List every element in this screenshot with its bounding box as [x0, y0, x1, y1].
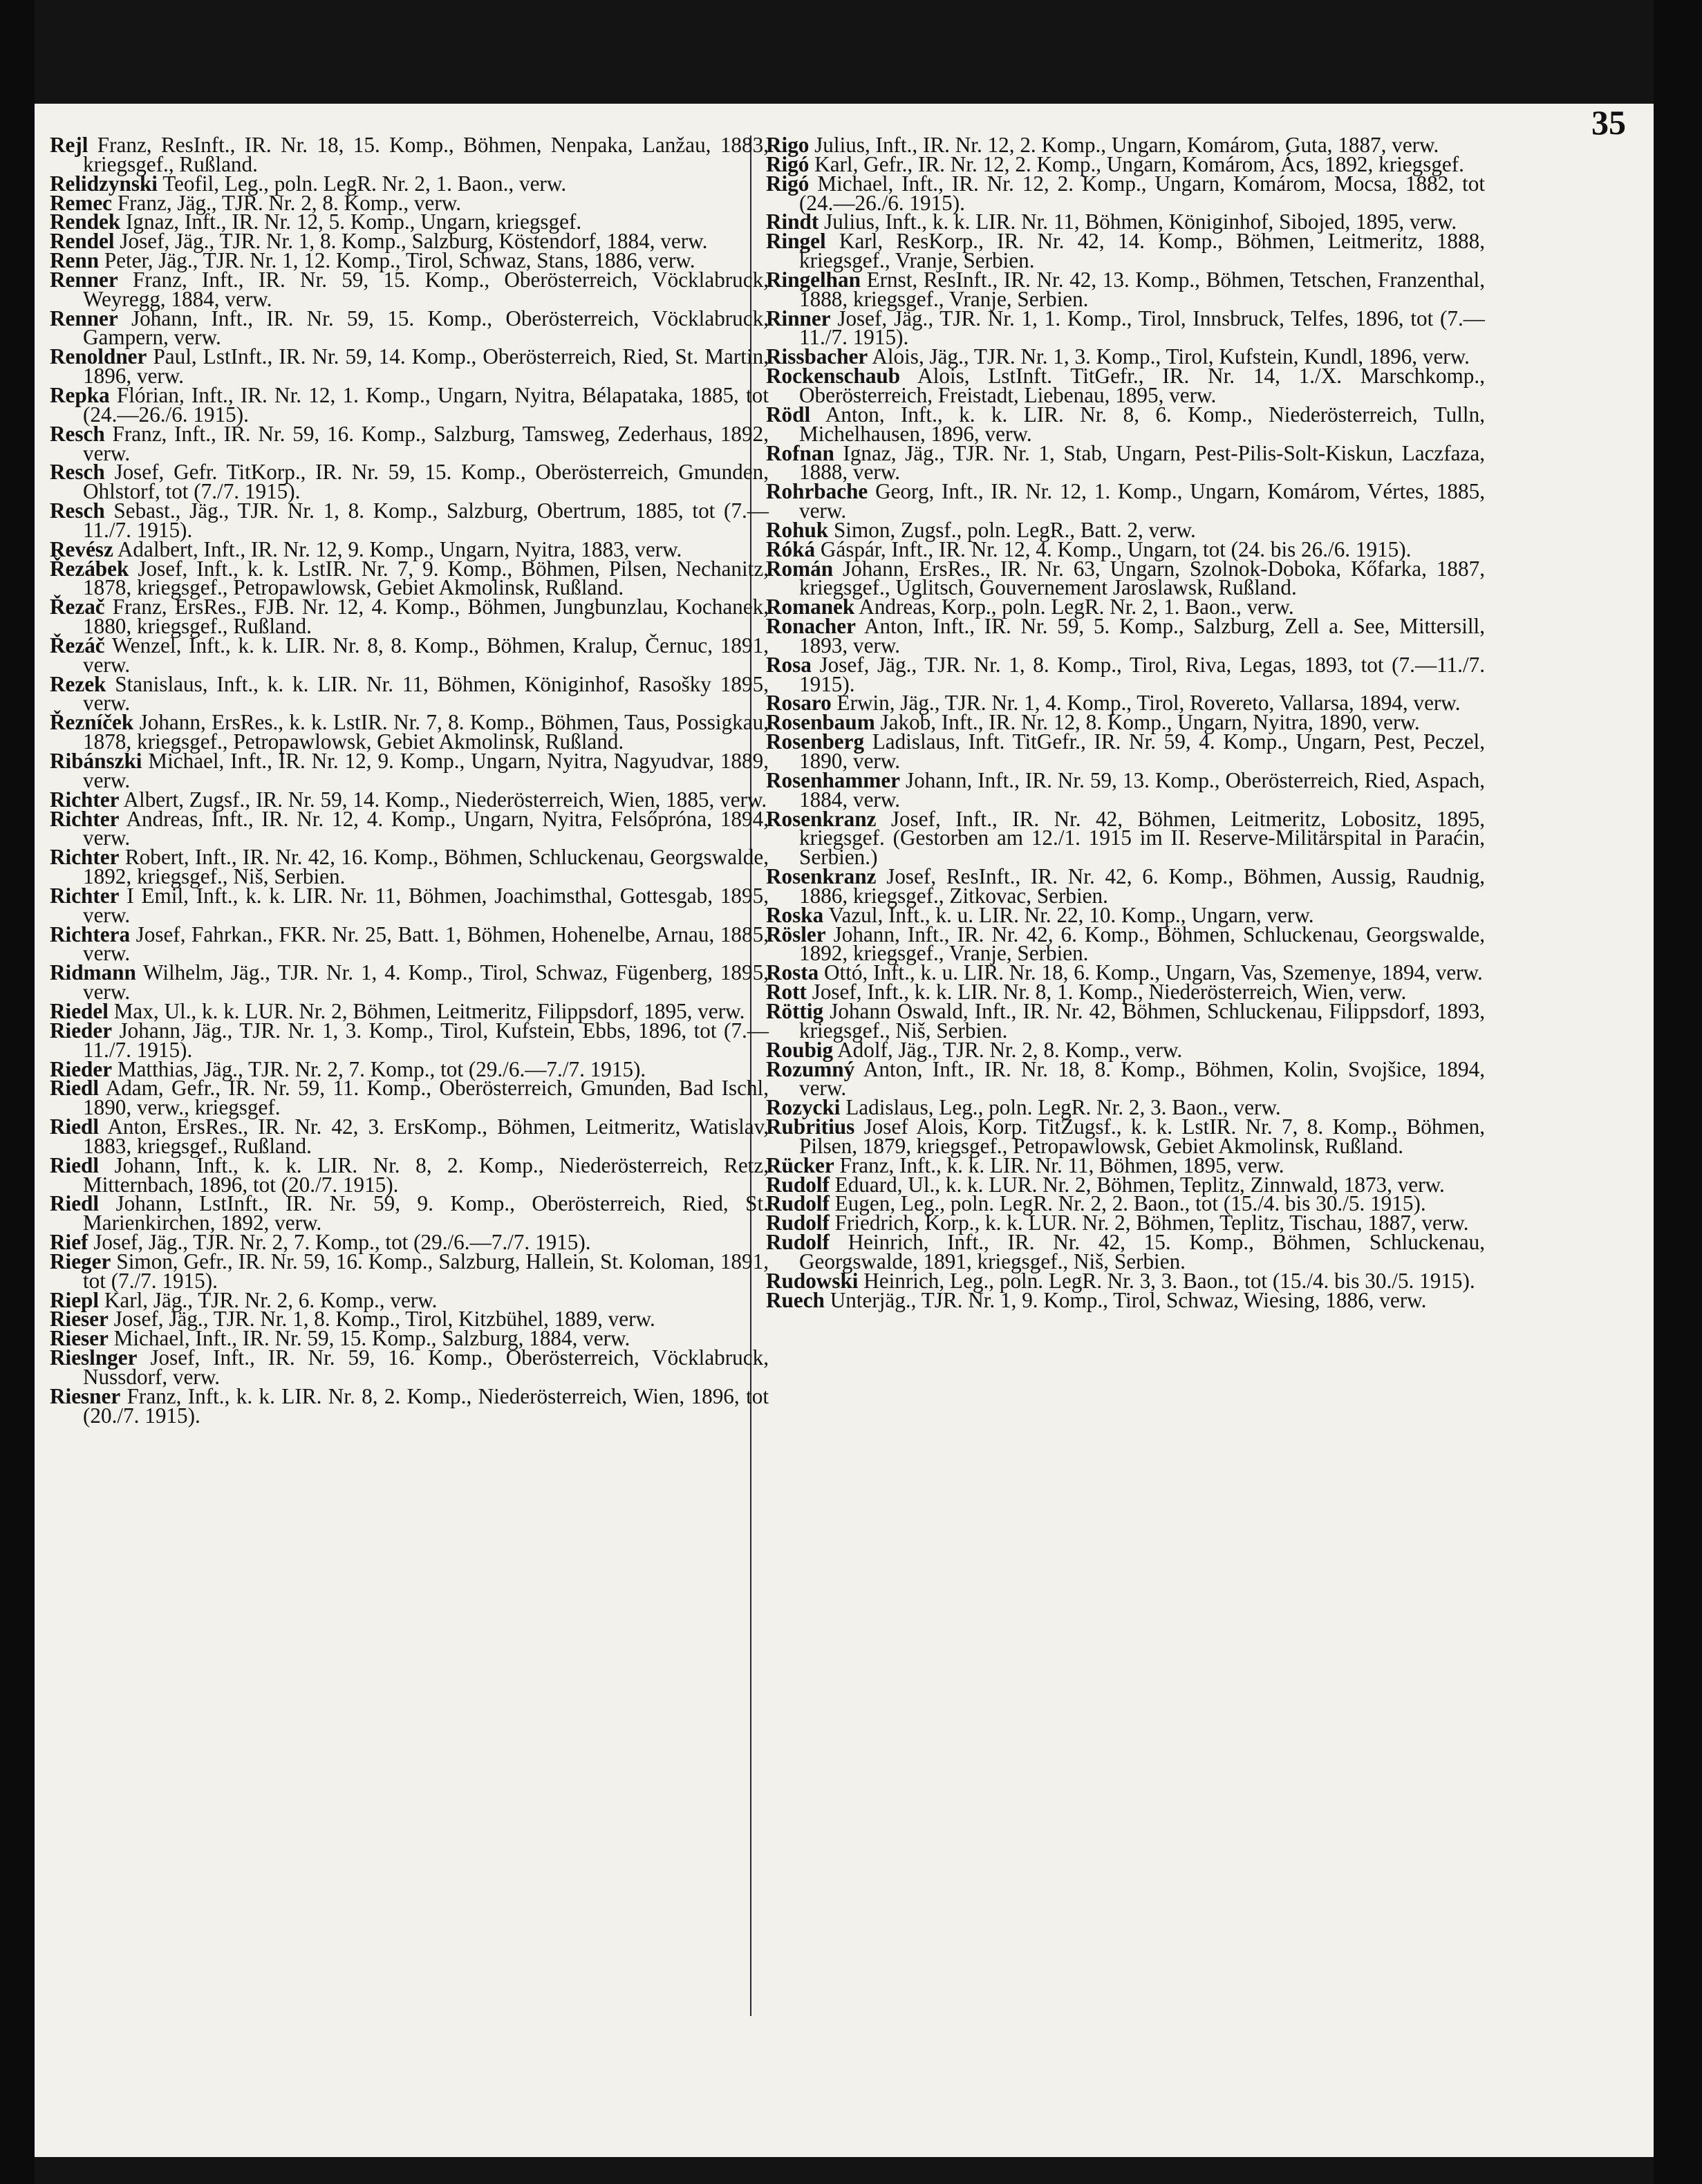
roll-entry [50, 710, 769, 754]
entry-details: Teofil, Leg., poln. LegR. Nr. 2, 1. Baon., verw. [157, 171, 567, 196]
roll-entry [50, 421, 769, 465]
entry-surname: Ringel [766, 229, 826, 254]
entry-surname: Riedl [50, 1114, 100, 1139]
entry-details: Franz, Inft., IR. Nr. 59, 16. Komp., Salzburg, Tamsweg, Zederhaus, 1892, verw. [83, 421, 769, 465]
entry-details: Franz, Inft., k. k. LIR. Nr. 11, Böhmen, 1895, verw. [834, 1152, 1284, 1177]
roll-entry [766, 366, 1485, 405]
entry-details: Andreas, Korp., poln. LegR. Nr. 2, 1. Baon., verw. [854, 595, 1294, 619]
entry-surname: Relidzynski [50, 171, 158, 196]
entry-surname: Ruech [766, 1287, 825, 1312]
entry-details: Ernst, ResInft., IR. Nr. 42, 13. Komp., Böhmen, Tetschen, Franzenthal, 1888, kriegsgef., Vranje, Serbien. [799, 267, 1485, 311]
entry-surname: Rieder [50, 1018, 113, 1043]
entry-details: Johann Oswald, Inft., IR. Nr. 42, Böhmen, Schluckenau, Filippsdorf, 1893, kriegsgef., Niš, Serbien. [799, 998, 1485, 1043]
entry-details: Johann, ErsRes., k. k. LstIR. Nr. 7, 8. Komp., Böhmen, Taus, Possigkau, 1878, kriegsgef., Petropawlowsk, Gebiet Akmolinsk, Rußland. [83, 710, 769, 754]
entry-details: Jakob, Inft., IR. Nr. 12, 8. Komp., Ungarn, Nyitra, 1890, verw. [875, 710, 1420, 735]
entry-details: Wilhelm, Jäg., TJR. Nr. 1, 4. Komp., Tirol, Schwaz, Fügenberg, 1895, verw. [83, 960, 769, 1005]
entry-details: Josef, Inft., IR. Nr. 59, 16. Komp., Oberösterreich, Vöcklabruck, Nussdorf, verw. [83, 1345, 769, 1389]
entry-details: Robert, Inft., IR. Nr. 42, 16. Komp., Böhmen, Schluckenau, Georgswalde, 1892, kriegsgef., Niš, Serbien. [83, 845, 769, 889]
entry-surname: Rieder [50, 1056, 113, 1081]
entry-details: Josef, Jäg., TJR. Nr. 1, 8. Komp., Tirol, Riva, Legas, 1893, tot (7.—11./7. 1915). [799, 652, 1485, 696]
entry-surname: Richter [50, 845, 120, 870]
entry-details: Franz, ResInft., IR. Nr. 18, 15. Komp., Böhmen, Nenpaka, Lanžau, 1883, kriegsgef., Rußland. [83, 133, 769, 176]
entry-surname: Rubritius [766, 1114, 855, 1139]
entry-details: Johann, Inft., IR. Nr. 42, 6. Komp., Böhmen, Schluckenau, Georgswalde, 1892, kriegsgef., Vranje, Serbien. [799, 922, 1485, 966]
roll-entry [50, 883, 769, 927]
roll-entry [766, 729, 1485, 773]
entry-details: Eduard, Ul., k. k. LUR. Nr. 2, Böhmen, Teplitz, Zinnwald, 1873, verw. [829, 1172, 1445, 1197]
left-column [50, 133, 769, 1428]
roll-entry [50, 1249, 769, 1293]
roll-entry [50, 133, 769, 176]
entry-surname: Richtera [50, 922, 131, 946]
entry-surname: Ribánszki [50, 749, 142, 773]
entry-details: Albert, Zugsf., IR. Nr. 59, 14. Komp., Niederösterreich, Wien, 1885, verw. [119, 787, 767, 812]
entry-surname: Repka [50, 382, 110, 407]
roll-entry [766, 1114, 1485, 1158]
entry-surname: Rohrbache [766, 479, 868, 504]
entry-surname: Rindt [766, 209, 819, 234]
entry-details: Julius, Inft., IR. Nr. 12, 2. Komp., Ungarn, Komárom, Guta, 1887, verw. [809, 133, 1439, 157]
roll-entry [766, 402, 1485, 446]
roll-entry [766, 556, 1485, 600]
entry-surname: Rosaro [766, 691, 832, 716]
roll-entry [766, 479, 1485, 523]
entry-details: Gáspár, Inft., IR. Nr. 12, 4. Komp., Ungarn, tot (24. bis 26./6. 1915). [815, 536, 1412, 561]
entry-surname: Ridmann [50, 960, 136, 985]
entry-surname: Řezáč [50, 633, 105, 657]
roll-entry [766, 440, 1485, 485]
roll-entry [50, 922, 769, 966]
scan-border-left [0, 0, 35, 2184]
entry-surname: Remec [50, 190, 113, 215]
entry-details: Friedrich, Korp., k. k. LUR. Nr. 2, Böhmen, Teplitz, Tischau, 1887, verw. [829, 1211, 1469, 1235]
entry-details: Ottó, Inft., k. u. LIR. Nr. 18, 6. Komp., Ungarn, Vas, Szemenye, 1894, verw. [819, 960, 1483, 985]
roll-entry [766, 229, 1485, 273]
entry-surname: Rosta [766, 960, 819, 985]
entry-surname: Rozycki [766, 1095, 841, 1120]
entry-surname: Řezač [50, 595, 105, 619]
entry-details: Simon, Zugsf., poln. LegR., Batt. 2, verw. [828, 517, 1196, 542]
entry-surname: Rudolf [766, 1172, 830, 1197]
roll-entry [766, 306, 1485, 350]
roll-entry [766, 1287, 1485, 1312]
entry-details: Karl, Jäg., TJR. Nr. 2, 6. Komp., verw. [99, 1287, 438, 1312]
entry-surname: Riedl [50, 1076, 100, 1101]
entry-surname: Renoldner [50, 344, 147, 369]
entry-surname: Riedel [50, 998, 109, 1023]
entry-surname: Rudolf [766, 1211, 830, 1235]
entry-surname: Řezníček [50, 710, 134, 735]
entry-details: Adam, Gefr., IR. Nr. 59, 11. Komp., Oberösterreich, Gmunden, Bad Ischl, 1890, verw., kriegsgef. [83, 1076, 769, 1120]
entry-details: Michael, Inft., IR. Nr. 59, 15. Komp., Salzburg, 1884, verw. [108, 1326, 630, 1351]
entry-details: Anton, Inft., IR. Nr. 59, 5. Komp., Salzburg, Zell a. See, Mittersill, 1893, verw. [799, 614, 1485, 657]
entry-surname: Rieslnger [50, 1345, 138, 1370]
roll-entry [50, 595, 769, 639]
entry-details: Ladislaus, Inft. TitGefr., IR. Nr. 59, 4. Komp., Ungarn, Pest, Peczel, 1890, verw. [799, 729, 1485, 773]
entry-details: Georg, Inft., IR. Nr. 12, 1. Komp., Ungarn, Komárom, Vértes, 1885, verw. [799, 479, 1485, 523]
entry-details: Josef, Jäg., TJR. Nr. 1, 8. Komp., Tirol, Kitzbühel, 1889, verw. [108, 1307, 655, 1332]
roll-entry [766, 1230, 1485, 1273]
entry-details: Erwin, Jäg., TJR. Nr. 1, 4. Komp., Tirol, Rovereto, Vallarsa, 1894, verw. [831, 691, 1461, 716]
entry-details: Johann, LstInft., IR. Nr. 59, 9. Komp., Oberösterreich, Ried, St. Marienkirchen, 1892, verw. [83, 1191, 769, 1235]
entry-details: Peter, Jäg., TJR. Nr. 1, 12. Komp., Tirol, Schwaz, Stans, 1886, verw. [99, 248, 695, 273]
roll-entry [50, 845, 769, 889]
entry-surname: Rezek [50, 671, 106, 696]
entry-surname: Renner [50, 306, 118, 330]
entry-surname: Rosenhammer [766, 767, 901, 792]
entry-details: Josef, Inft., IR. Nr. 42, Böhmen, Leitmeritz, Lobositz, 1895, kriegsgef. (Gestorben am 12./1. 1915 im II. Reserve-Militärspital in Paraćin, Serbien.) [799, 806, 1485, 870]
entry-surname: Rendek [50, 209, 121, 234]
entry-surname: Rendel [50, 229, 115, 254]
roll-entry [50, 749, 769, 792]
roll-entry [50, 556, 769, 600]
entry-surname: Rigó [766, 171, 810, 196]
entry-surname: Richter [50, 787, 120, 812]
entry-details: Stanislaus, Inft., k. k. LIR. Nr. 11, Böhmen, Königinhof, Rasošky 1895, verw. [83, 671, 769, 716]
entry-surname: Resch [50, 498, 105, 523]
entry-surname: Resch [50, 421, 105, 446]
entry-details: Anton, Inft., k. k. LIR. Nr. 8, 6. Komp., Niederösterreich, Tulln, Michelhausen, 1896, verw. [799, 402, 1485, 446]
entry-details: Max, Ul., k. k. LUR. Nr. 2, Böhmen, Leitmeritz, Filippsdorf, 1895, verw. [108, 998, 745, 1023]
roll-entry [766, 267, 1485, 311]
roll-entry [50, 306, 769, 350]
roll-entry [766, 998, 1485, 1043]
roll-entry [50, 633, 769, 677]
roll-entry [50, 344, 769, 389]
entry-surname: Rudolf [766, 1191, 830, 1216]
entry-surname: Rosa [766, 652, 812, 677]
entry-surname: Ringelhan [766, 267, 861, 292]
entry-details: Franz, ErsRes., FJB. Nr. 12, 4. Komp., Böhmen, Jungbunzlau, Kochanek, 1880, kriegsgef., Rußland. [83, 595, 769, 639]
entry-details: Eugen, Leg., poln. LegR. Nr. 2, 2. Baon., tot (15./4. bis 30./5. 1915). [829, 1191, 1426, 1216]
entry-details: Alois, LstInft. TitGefr., IR. Nr. 14, 1./X. Marschkomp., Oberösterreich, Freistadt, Liebenau, 1895, verw. [799, 364, 1485, 407]
entry-details: Franz, Inft., k. k. LIR. Nr. 8, 2. Komp., Niederösterreich, Wien, 1896, tot (20./7. 1915). [83, 1383, 769, 1428]
entry-surname: Roska [766, 902, 824, 927]
entry-details: Johann, Jäg., TJR. Nr. 1, 3. Komp., Tirol, Kufstein, Ebbs, 1896, tot (7.—11./7. 1915). [83, 1018, 769, 1062]
roll-entry [50, 1076, 769, 1120]
entry-surname: Řezábek [50, 556, 129, 581]
entry-surname: Rohuk [766, 517, 829, 542]
entry-surname: Riepl [50, 1287, 100, 1312]
entry-surname: Rosenkranz [766, 864, 877, 889]
right-column [766, 133, 1485, 1312]
entry-surname: Riedl [50, 1152, 100, 1177]
entry-surname: Renner [50, 267, 118, 292]
entry-details: Johann, Inft., IR. Nr. 59, 15. Komp., Oberösterreich, Vöcklabruck, Gampern, verw. [83, 306, 769, 350]
roll-entry [50, 671, 769, 716]
entry-surname: Romanek [766, 595, 855, 619]
entry-surname: Rieser [50, 1326, 109, 1351]
entry-surname: Rücker [766, 1152, 834, 1177]
entry-surname: Resch [50, 460, 105, 485]
entry-details: Heinrich, Leg., poln. LegR. Nr. 3, 3. Baon., tot (15./4. bis 30./5. 1915). [858, 1268, 1475, 1293]
entry-details: Ignaz, Jäg., TJR. Nr. 1, Stab, Ungarn, Pest-Pilis-Solt-Kiskun, Laczfaza, 1888, verw. [799, 440, 1485, 485]
entry-surname: Rudowski [766, 1268, 859, 1293]
entry-details: Flórian, Inft., IR. Nr. 12, 1. Komp., Ungarn, Nyitra, Bélapataka, 1885, tot (24.—26./6. 1915). [83, 382, 769, 427]
entry-surname: Röttig [766, 998, 824, 1023]
roll-entry [50, 1114, 769, 1158]
entry-surname: Rösler [766, 922, 826, 946]
entry-details: Adolf, Jäg., TJR. Nr. 2, 8. Komp., verw. [833, 1037, 1183, 1062]
entry-surname: Rozumný [766, 1056, 855, 1081]
entry-details: Franz, Inft., IR. Nr. 59, 15. Komp., Oberösterreich, Vöcklabruck, Weyregg, 1884, verw. [83, 267, 769, 311]
entry-details: Paul, LstInft., IR. Nr. 59, 14. Komp., Oberösterreich, Ried, St. Martin, 1896, verw. [83, 344, 769, 389]
entry-details: Ladislaus, Leg., poln. LegR. Nr. 2, 3. Baon., verw. [840, 1095, 1281, 1120]
entry-details: Matthias, Jäg., TJR. Nr. 2, 7. Komp., tot (29./6.—7./7. 1915). [112, 1056, 646, 1081]
entry-surname: Rudolf [766, 1230, 830, 1255]
roll-entry [766, 806, 1485, 870]
entry-details: Josef Alois, Korp. TitZugsf., k. k. LstIR. Nr. 7, 8. Komp., Böhmen, Pilsen, 1879, kriegsgef., Petropawlowsk, Gebiet Akmolinsk, Rußland. [799, 1114, 1485, 1158]
entry-details: Anton, ErsRes., IR. Nr. 42, 3. ErsKomp., Böhmen, Leitmeritz, Watislav, 1883, kriegsgef., Rußland. [83, 1114, 769, 1158]
entry-details: Julius, Inft., k. k. LIR. Nr. 11, Böhmen, Königinhof, Sibojed, 1895, verw. [819, 209, 1457, 234]
entry-surname: Revész [50, 536, 113, 561]
roll-entry [50, 1383, 769, 1428]
entry-surname: Roubig [766, 1037, 834, 1062]
entry-details: Josef, Gefr. TitKorp., IR. Nr. 59, 15. Komp., Oberösterreich, Gmunden, Ohlstorf, tot (7./7. 1915). [83, 460, 769, 504]
entry-surname: Rosenkranz [766, 806, 877, 831]
entry-surname: Rigo [766, 133, 810, 157]
roll-entry [50, 960, 769, 1005]
entry-details: Josef, Inft., k. k. LstIR. Nr. 7, 9. Komp., Böhmen, Pilsen, Nechanitz, 1878, kriegsgef., Petropawlowsk, Gebiet Akmolinsk, Rußland. [83, 556, 769, 600]
entry-details: Andreas, Inft., IR. Nr. 12, 4. Komp., Ungarn, Nyitra, Felsőpróna, 1894, verw. [83, 806, 769, 850]
entry-surname: Rosenbaum [766, 710, 875, 735]
entry-surname: Rott [766, 980, 807, 1005]
roll-entry [50, 1345, 769, 1389]
entry-surname: Rief [50, 1230, 88, 1255]
roll-entry [50, 1018, 769, 1062]
entry-details: Wenzel, Inft., k. k. LIR. Nr. 8, 8. Komp., Böhmen, Kralup, Černuc, 1891, verw. [83, 633, 769, 677]
entry-details: Josef, ResInft., IR. Nr. 42, 6. Komp., Böhmen, Aussig, Raudnig, 1886, kriegsgef., Zitkovac, Serbien. [799, 864, 1485, 908]
entry-surname: Rieser [50, 1307, 109, 1332]
roll-entry [766, 767, 1485, 812]
entry-details: Karl, Gefr., IR. Nr. 12, 2. Komp., Ungarn, Komárom, Ács, 1892, kriegsgef. [809, 151, 1464, 176]
roll-entry [50, 460, 769, 504]
entry-details: Josef, Fahrkan., FKR. Nr. 25, Batt. 1, Böhmen, Hohenelbe, Arnau, 1885, verw. [83, 922, 769, 966]
entry-details: Unterjäg., TJR. Nr. 1, 9. Komp., Tirol, Schwaz, Wiesing, 1886, verw. [824, 1287, 1427, 1312]
entry-surname: Rissbacher [766, 344, 868, 369]
roll-entry [50, 382, 769, 427]
entry-surname: Ronacher [766, 614, 856, 639]
entry-surname: Renn [50, 248, 100, 273]
roll-entry [766, 652, 1485, 696]
entry-details: Simon, Gefr., IR. Nr. 59, 16. Komp., Salzburg, Hallein, St. Koloman, 1891, tot (7./7. 1915). [83, 1249, 769, 1293]
page-number: 35 [1591, 103, 1626, 142]
entry-details: Anton, Inft., IR. Nr. 18, 8. Komp., Böhmen, Kolin, Svojšice, 1894, verw. [799, 1056, 1485, 1101]
entry-surname: Riesner [50, 1383, 121, 1408]
entry-details: Sebast., Jäg., TJR. Nr. 1, 8. Komp., Salzburg, Obertrum, 1885, tot (7.—11./7. 1915). [83, 498, 769, 542]
entry-details: Adalbert, Inft., IR. Nr. 12, 9. Komp., Ungarn, Nyitra, 1883, verw. [113, 536, 682, 561]
roll-entry [50, 1191, 769, 1235]
entry-surname: Róká [766, 536, 816, 561]
entry-details: Vazul, Inft., k. u. LIR. Nr. 22, 10. Komp., Ungarn, verw. [823, 902, 1314, 927]
entry-details: Karl, ResKorp., IR. Nr. 42, 14. Komp., Böhmen, Leitmeritz, 1888, kriegsgef., Vranje, Serbien. [799, 229, 1485, 273]
roll-entry [766, 922, 1485, 966]
entry-surname: Román [766, 556, 834, 581]
entry-details: Ignaz, Inft., IR. Nr. 12, 5. Komp., Ungarn, kriegsgef. [120, 209, 582, 234]
entry-details: Josef, Jäg., TJR. Nr. 2, 7. Komp., tot (29./6.—7./7. 1915). [88, 1230, 591, 1255]
entry-details: Johann, ErsRes., IR. Nr. 63, Ungarn, Szolnok-Doboka, Kőfarka, 1887, kriegsgef., Uglitsch, Gouvernement Jaroslawsk, Rußland. [799, 556, 1485, 600]
entry-details: Michael, Inft., IR. Nr. 12, 9. Komp., Ungarn, Nyitra, Nagyudvar, 1889, verw. [83, 749, 769, 792]
roll-entry [766, 614, 1485, 657]
scan-border-right [1654, 0, 1702, 2184]
entry-surname: Richter [50, 806, 120, 831]
entry-surname: Rinner [766, 306, 831, 330]
entry-details: Johann, Inft., IR. Nr. 59, 13. Komp., Oberösterreich, Ried, Aspach, 1884, verw. [799, 767, 1485, 812]
entry-surname: Rosenberg [766, 729, 865, 754]
entry-details: Alois, Jäg., TJR. Nr. 1, 3. Komp., Tirol, Kufstein, Kundl, 1896, verw. [868, 344, 1470, 369]
entry-details: I Emil, Inft., k. k. LIR. Nr. 11, Böhmen, Joachimsthal, Gottesgab, 1895, verw. [83, 883, 769, 927]
entry-surname: Rockenschaub [766, 364, 901, 389]
entry-surname: Rejl [50, 133, 88, 157]
roll-entry [50, 498, 769, 542]
roll-entry [766, 864, 1485, 908]
entry-details: Michael, Inft., IR. Nr. 12, 2. Komp., Ungarn, Komárom, Mocsa, 1882, tot (24.—26./6. 1915). [799, 171, 1485, 215]
entry-surname: Rödl [766, 402, 811, 427]
entry-details: Josef, Inft., k. k. LIR. Nr. 8, 1. Komp., Niederösterreich, Wien, verw. [806, 980, 1407, 1005]
roll-entry [50, 1152, 769, 1197]
entry-details: Josef, Jäg., TJR. Nr. 1, 8. Komp., Salzburg, Köstendorf, 1884, verw. [114, 229, 708, 254]
entry-surname: Rigó [766, 151, 810, 176]
entry-details: Josef, Jäg., TJR. Nr. 1, 1. Komp., Tirol, Innsbruck, Telfes, 1896, tot (7.—11./7. 1915). [799, 306, 1485, 350]
entry-surname: Riedl [50, 1191, 100, 1216]
entry-details: Heinrich, Inft., IR. Nr. 42, 15. Komp., Böhmen, Schluckenau, Georgswalde, 1891, kriegsgef., Niš, Serbien. [799, 1230, 1485, 1273]
entry-details: Johann, Inft., k. k. LIR. Nr. 8, 2. Komp., Niederösterreich, Retz, Mitternbach, 1896, tot (20./7. 1915). [83, 1152, 769, 1197]
roll-entry [766, 1056, 1485, 1101]
roll-entry [50, 806, 769, 850]
entry-surname: Richter [50, 883, 120, 908]
roll-entry [50, 267, 769, 311]
entry-details: Franz, Jäg., TJR. Nr. 2, 8. Komp., verw. [112, 190, 462, 215]
entry-surname: Rieger [50, 1249, 111, 1273]
roll-entry [766, 171, 1485, 215]
entry-surname: Rofnan [766, 440, 834, 465]
